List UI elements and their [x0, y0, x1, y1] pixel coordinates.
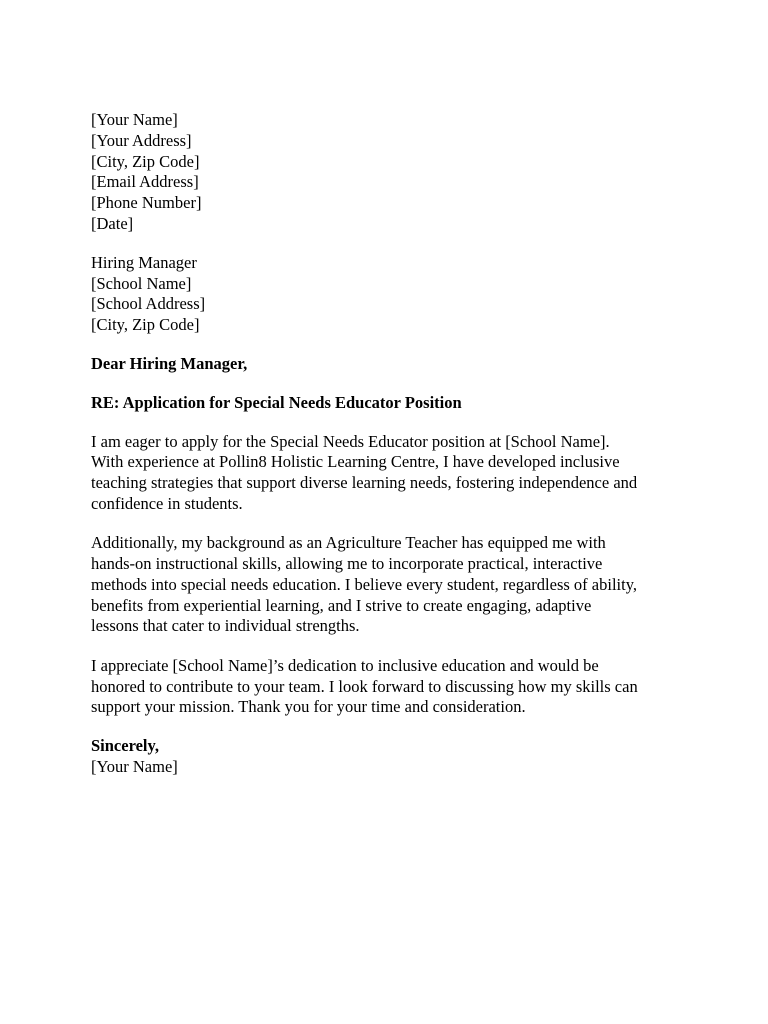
recipient-city-zip: [City, Zip Code] [91, 315, 200, 335]
sender-address: [Your Address] [91, 130, 192, 150]
spacer [91, 637, 691, 656]
spacer [91, 414, 691, 432]
body-paragraph-2 [91, 533, 691, 637]
salutation: Dear Hiring Manager, [91, 353, 248, 373]
subject-line: RE: Application for Special Needs Educator Position [91, 392, 462, 412]
letter-document [91, 110, 691, 778]
paragraph-line: hands-on instructional skills, allowing me to incorporate practical, interactive [91, 554, 603, 574]
paragraph-line: confidence in students. [91, 493, 243, 513]
sender-city-zip: [City, Zip Code] [91, 151, 200, 171]
sender-name: [Your Name] [91, 110, 178, 129]
closing-block [91, 736, 691, 778]
valediction: Sincerely, [91, 736, 159, 756]
paragraph-line: I appreciate [School Name]’s dedication to inclusive education and would be [91, 655, 599, 675]
paragraph-line: Additionally, my background as an Agriculture Teacher has equipped me with [91, 533, 606, 553]
paragraph-line: With experience at Pollin8 Holistic Learning Centre, I have developed inclusive [91, 452, 620, 472]
recipient-school-address: [School Address] [91, 294, 206, 314]
paragraph-line: teaching strategies that support diverse learning needs, fostering independence and [91, 473, 638, 493]
sender-email: [Email Address] [91, 172, 199, 192]
recipient-title: Hiring Manager [91, 252, 197, 272]
body-paragraph-3 [91, 656, 691, 718]
letter-date: [Date] [91, 213, 134, 233]
spacer [91, 235, 691, 253]
sender-phone: [Phone Number] [91, 193, 202, 213]
body-paragraph-1 [91, 432, 691, 515]
paragraph-line: honored to contribute to your team. I look forward to discussing how my skills can [91, 676, 638, 696]
spacer [91, 718, 691, 736]
spacer [91, 515, 691, 534]
paragraph-line: support your mission. Thank you for your time and consideration. [91, 697, 526, 717]
recipient-address-block [91, 253, 691, 336]
paragraph-line: lessons that cater to individual strengths. [91, 616, 360, 636]
paragraph-line: I am eager to apply for the Special Needs Educator position at [School Name]. [91, 431, 610, 451]
paragraph-line: methods into special needs education. I believe every student, regardless of ability, [91, 574, 638, 594]
sender-address-block [91, 110, 691, 235]
spacer [91, 375, 691, 393]
recipient-school-name: [School Name] [91, 273, 192, 293]
paragraph-line: benefits from experiential learning, and I strive to create engaging, adaptive [91, 595, 592, 615]
signature-name: [Your Name] [91, 756, 178, 776]
spacer [91, 336, 691, 354]
